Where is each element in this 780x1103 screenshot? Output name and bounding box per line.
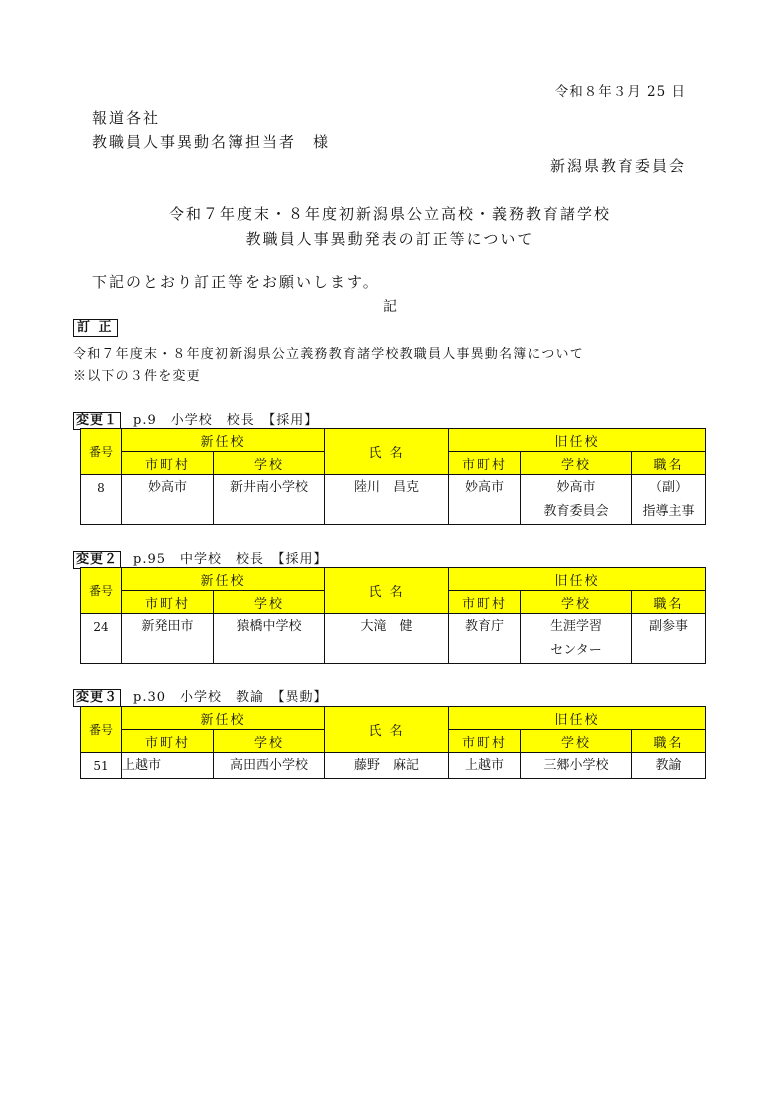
sender: 新潟県教育委員会 <box>549 157 686 175</box>
change-2-table <box>80 567 706 664</box>
recipient-line-2: 教職員人事異動名簿担当者 様 <box>92 133 331 151</box>
header-number: 番号 <box>81 568 122 614</box>
cell-name: 藤野 麻記 <box>325 753 449 779</box>
header-old-school: 旧任校 <box>449 568 706 591</box>
change-1-info: p.9 小学校 校長 【採用】 <box>133 413 319 428</box>
document-date: 令和８年３月 25 日 <box>554 84 686 100</box>
table-row <box>81 753 706 779</box>
ki-heading: 記 <box>383 299 397 315</box>
header-old-school-name: 学校 <box>521 730 632 753</box>
header-name: 氏 名 <box>325 429 449 475</box>
cell-name: 陸川 昌克 <box>325 475 449 525</box>
cell-position-line-1: （副） <box>649 480 689 495</box>
change-1-badge: 変更１ <box>73 412 121 430</box>
correction-description: 令和７年度末・８年度初新潟県公立義務教育諸学校教職員人事異動名簿について <box>73 347 584 362</box>
cell-position <box>632 475 706 525</box>
header-new-city: 市町村 <box>122 452 214 475</box>
header-name: 氏 名 <box>325 568 449 614</box>
table-row <box>81 614 706 664</box>
cell-new-school: 新井南小学校 <box>214 475 325 525</box>
header-new-school: 新任校 <box>122 707 325 730</box>
cell-new-city: 新発田市 <box>122 614 214 664</box>
header-old-school-name: 学校 <box>521 452 632 475</box>
cell-old-school <box>521 614 632 664</box>
header-new-school-name: 学校 <box>214 730 325 753</box>
document-title-line-1: 令和７年度末・８年度初新潟県公立高校・義務教育諸学校 <box>168 205 611 223</box>
change-2-info: p.95 中学校 校長 【採用】 <box>133 552 328 567</box>
cell-new-school: 高田西小学校 <box>214 753 325 779</box>
header-new-school-name: 学校 <box>214 591 325 614</box>
cell-old-school-line-1: 三郷小学校 <box>543 758 609 773</box>
change-3-header <box>73 686 328 707</box>
header-name: 氏 名 <box>325 707 449 753</box>
cell-old-school <box>521 753 632 779</box>
cell-position-line-1: 副参事 <box>649 619 689 634</box>
header-new-school: 新任校 <box>122 429 325 452</box>
cell-new-city: 上越市 <box>122 753 214 779</box>
cell-number: 24 <box>81 614 122 664</box>
header-old-school: 旧任校 <box>449 707 706 730</box>
cell-number: 8 <box>81 475 122 525</box>
cell-old-school-line-2: 教育委員会 <box>543 504 609 519</box>
change-1-table <box>80 428 706 525</box>
table-row <box>81 475 706 525</box>
change-2-header <box>73 548 328 569</box>
cell-new-school: 猿橋中学校 <box>214 614 325 664</box>
header-new-city: 市町村 <box>122 591 214 614</box>
cell-name: 大滝 健 <box>325 614 449 664</box>
cell-old-school <box>521 475 632 525</box>
header-position: 職名 <box>632 730 706 753</box>
header-position: 職名 <box>632 452 706 475</box>
header-new-school: 新任校 <box>122 568 325 591</box>
header-old-city: 市町村 <box>449 730 521 753</box>
cell-position-line-2: 指導主事 <box>642 504 695 519</box>
header-old-school: 旧任校 <box>449 429 706 452</box>
change-3-table <box>80 706 706 779</box>
change-2-badge: 変更２ <box>73 551 121 569</box>
header-old-school-name: 学校 <box>521 591 632 614</box>
cell-old-city: 妙高市 <box>449 475 521 525</box>
document-title-line-2: 教職員人事異動発表の訂正等について <box>245 230 535 248</box>
cell-old-city: 教育庁 <box>449 614 521 664</box>
cell-new-city: 妙高市 <box>122 475 214 525</box>
change-3-info: p.30 小学校 教諭 【異動】 <box>133 690 328 705</box>
header-position: 職名 <box>632 591 706 614</box>
change-1-header <box>73 409 318 430</box>
correction-note: ※以下の３件を変更 <box>73 369 201 384</box>
header-old-city: 市町村 <box>449 591 521 614</box>
intro-text: 下記のとおり訂正等をお願いします。 <box>92 273 380 291</box>
header-number: 番号 <box>81 429 122 475</box>
change-3-badge: 変更３ <box>73 689 121 707</box>
cell-position <box>632 753 706 779</box>
cell-position-line-1: 教諭 <box>655 758 682 773</box>
cell-old-school-line-1: 生涯学習 <box>550 619 603 634</box>
header-new-city: 市町村 <box>122 730 214 753</box>
recipient-line-1: 報道各社 <box>92 109 161 127</box>
header-number: 番号 <box>81 707 122 753</box>
cell-old-city: 上越市 <box>449 753 521 779</box>
cell-old-school-line-2: センター <box>550 643 602 658</box>
cell-number: 51 <box>81 753 122 779</box>
correction-badge: 訂 正 <box>73 319 118 337</box>
cell-position <box>632 614 706 664</box>
header-old-city: 市町村 <box>449 452 521 475</box>
header-new-school-name: 学校 <box>214 452 325 475</box>
cell-old-school-line-1: 妙高市 <box>556 480 596 495</box>
